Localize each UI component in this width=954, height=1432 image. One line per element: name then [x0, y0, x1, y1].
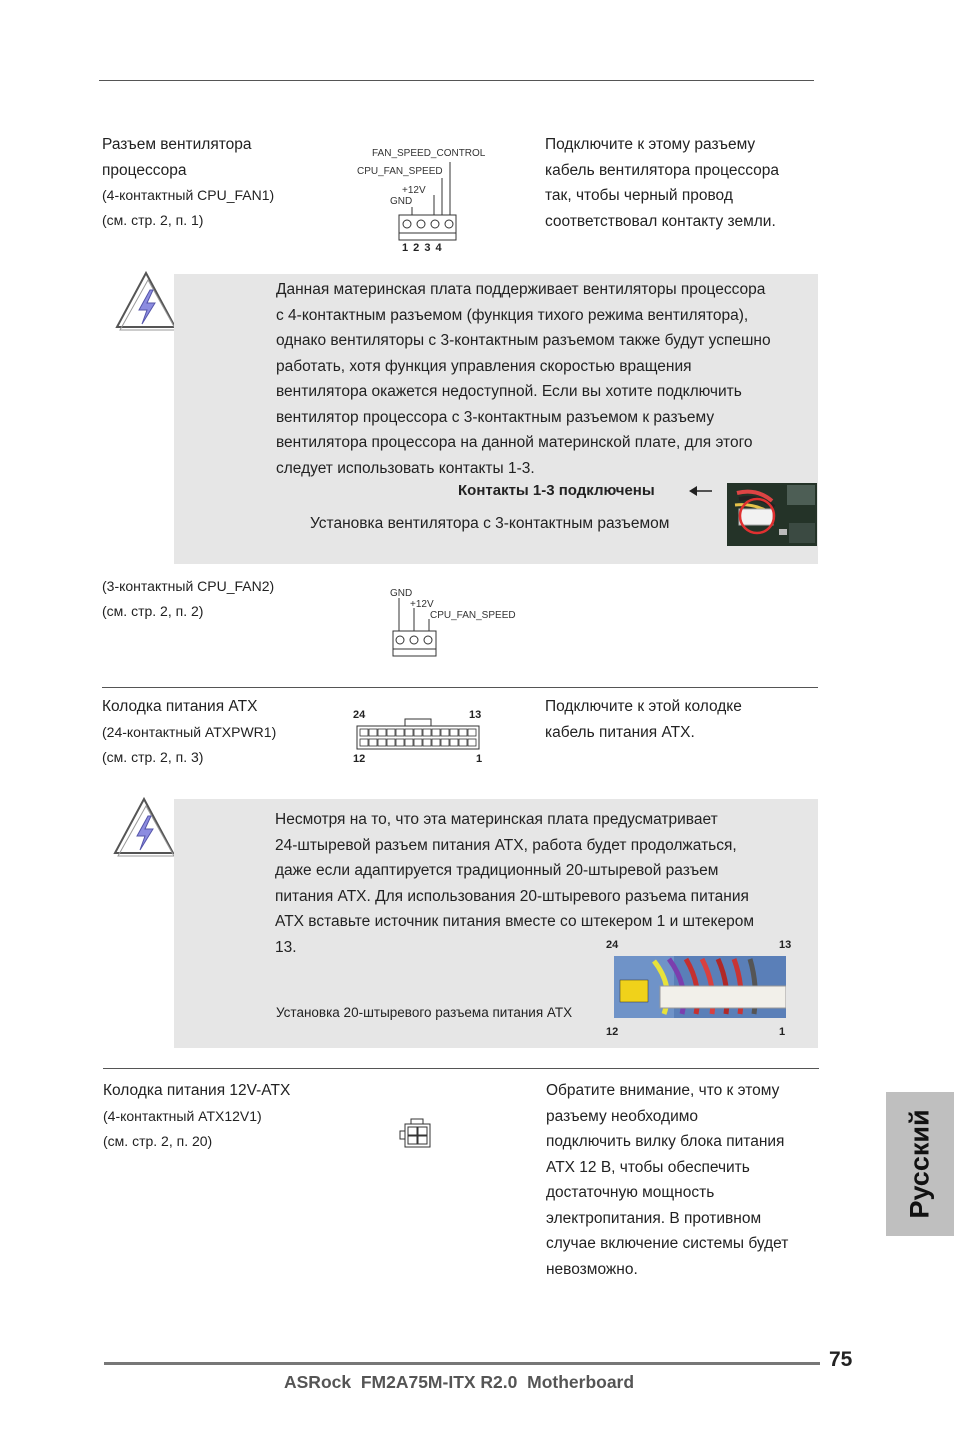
fan2-v12-label: +12V	[410, 599, 434, 610]
page-number: 75	[829, 1348, 853, 1371]
atx12v-desc-line: достаточную мощность	[546, 1184, 715, 1201]
atx-diagram	[350, 706, 490, 771]
cpu-fan2-sub2: (см. стр. 2, п. 2)	[102, 603, 204, 619]
atx-title: Колодка питания ATX	[102, 698, 258, 715]
fan-speed-control-label: FAN_SPEED_CONTROL	[372, 148, 486, 159]
warning2-line: даже если адаптируется традиционный 20-штыревой разъем	[275, 862, 719, 879]
warning1-text	[276, 277, 816, 481]
arrow-left-icon	[688, 484, 714, 498]
cpu-fan1-title-line2: процессора	[102, 161, 187, 179]
cpu-fan1-desc	[545, 132, 779, 234]
fan1-pin-numbers: 1 2 3 4	[402, 242, 443, 254]
warning-icon	[110, 796, 176, 858]
cpu-fan2-subs	[102, 574, 274, 624]
photo-pin-24: 24	[606, 939, 619, 951]
cpu-fan1-title-line1: Разъем вентилятора	[102, 136, 252, 153]
photo-pin-1: 1	[779, 1026, 786, 1038]
atx12v-title-block	[103, 1078, 290, 1154]
warning2-line: 13.	[275, 938, 297, 956]
atx12v-rule	[103, 1068, 819, 1069]
atx12v-sub1: (4-контактный ATX12V1)	[103, 1107, 262, 1124]
fan-install-photo	[727, 483, 817, 546]
warning2-line: питания ATX. Для использования 20-штыревого разъема питания	[275, 887, 749, 905]
atx12v-sub2: (см. стр. 2, п. 20)	[103, 1132, 213, 1149]
atx12v-connector-icon	[398, 1117, 434, 1149]
photo-pin-13: 13	[779, 939, 792, 951]
atx12v-title: Колодка питания 12V-ATX	[103, 1082, 291, 1099]
atx12v-desc-line: подключить вилку блока питания	[546, 1133, 785, 1150]
cpu-fan1-desc-line: Подключите к этому разъему	[545, 136, 756, 153]
warning2-caption: Установка 20-штыревого разъема питания ATX	[276, 1005, 573, 1020]
warning2-line: ATX вставьте источник питания вместе со штекером 1 и штекером	[275, 913, 755, 930]
cpu-fan1-desc-line: так, чтобы черный провод	[545, 187, 733, 204]
atx12v-desc-line: электропитания. В противном	[546, 1209, 762, 1227]
warning2-line: Несмотря на то, что эта материнская плата предусматривает	[275, 811, 718, 828]
gnd-label: GND	[390, 196, 413, 207]
warning2-line: 24-штыревой разъем питания ATX, работа будет продолжаться,	[275, 836, 737, 854]
cpu-fan-speed-label: CPU_FAN_SPEED	[357, 166, 443, 177]
atx12v-desc	[546, 1078, 788, 1282]
top-rule	[99, 80, 814, 81]
footer-rule	[104, 1362, 820, 1365]
atx-rule	[102, 687, 818, 688]
atx-pin-1: 1	[476, 753, 483, 765]
fan2-speed-label: CPU_FAN_SPEED	[430, 610, 516, 621]
cpu-fan1-sub2: (см. стр. 2, п. 1)	[102, 212, 204, 228]
warning1-caption: Установка вентилятора с 3-контактным разъемом	[310, 515, 670, 532]
photo-pin-12: 12	[606, 1026, 619, 1038]
atx-pin-24: 24	[353, 709, 366, 721]
atx-desc-line: кабель питания ATX.	[545, 723, 695, 741]
fan-install-photo-svg	[727, 483, 817, 546]
warning1-line: работать, хотя функция управления скоростью вращения	[276, 357, 692, 375]
cpu-fan2-diagram	[385, 586, 545, 661]
language-side-tab	[886, 1092, 954, 1236]
atx-title-block	[102, 694, 276, 770]
atx12v-desc-line: разъему необходимо	[546, 1107, 699, 1125]
cpu-fan1-desc-line: кабель вентилятора процессора	[545, 161, 779, 179]
atx-install-photo	[614, 956, 786, 1018]
cpu-fan1-desc-line: соответствовал контакту земли.	[545, 212, 776, 230]
language-side-tab-label: Русский	[904, 1109, 935, 1219]
warning-icon	[112, 270, 178, 332]
atx12v-desc-line: ATX 12 В, чтобы обеспечить	[546, 1158, 750, 1176]
atx-connector-svg	[350, 706, 490, 771]
warning1-line: вентилятор процессора с 3-контактным разъемом к разъему	[276, 408, 715, 426]
warning1-line: Данная материнская плата поддерживает вентиляторы процессора	[276, 281, 766, 298]
atx-desc	[545, 694, 742, 745]
atx12v-desc-line: невозможно.	[546, 1260, 638, 1278]
cpu-fan1-sub1: (4-контактный CPU_FAN1)	[102, 187, 275, 203]
warning1-line: следует использовать контакты 1-3.	[276, 459, 535, 477]
warning2-text	[275, 807, 815, 960]
footer-model: ASRock FM2A75M-ITX R2.0 Motherboard	[284, 1372, 635, 1392]
atx12v-desc-line: случае включение системы будет	[546, 1235, 789, 1252]
v12-label: +12V	[402, 185, 426, 196]
atx-sub2: (см. стр. 2, п. 3)	[102, 748, 204, 765]
atx-sub1: (24-контактный ATXPWR1)	[102, 723, 277, 740]
cpu-fan2-sub1: (3-контактный CPU_FAN2)	[102, 578, 275, 594]
warning1-line: вентилятора процессора на данной материнской плате, для этого	[276, 434, 753, 451]
fan2-gnd-label: GND	[390, 588, 413, 599]
warning1-line: однако вентиляторы с 3-контактным разъемом также будут успешно	[276, 332, 771, 349]
cpu-fan1-title	[102, 132, 274, 233]
warning1-line: с 4-контактным разъемом (функция тихого режима вентилятора),	[276, 306, 749, 324]
atx-install-photo-svg	[614, 956, 786, 1018]
atx12v-desc-line: Обратите внимание, что к этому	[546, 1082, 780, 1099]
atx-pin-12: 12	[353, 753, 366, 765]
cpu-fan1-diagram	[350, 145, 500, 260]
warning1-line: вентилятора окажется недоступной. Если вы хотите подключить	[276, 383, 742, 400]
atx-desc-line: Подключите к этой колодке	[545, 698, 742, 715]
fan2-connector-svg	[385, 586, 545, 661]
warning1-bold-caption: Контакты 1-3 подключены	[458, 482, 655, 499]
atx-pin-13: 13	[469, 709, 482, 721]
